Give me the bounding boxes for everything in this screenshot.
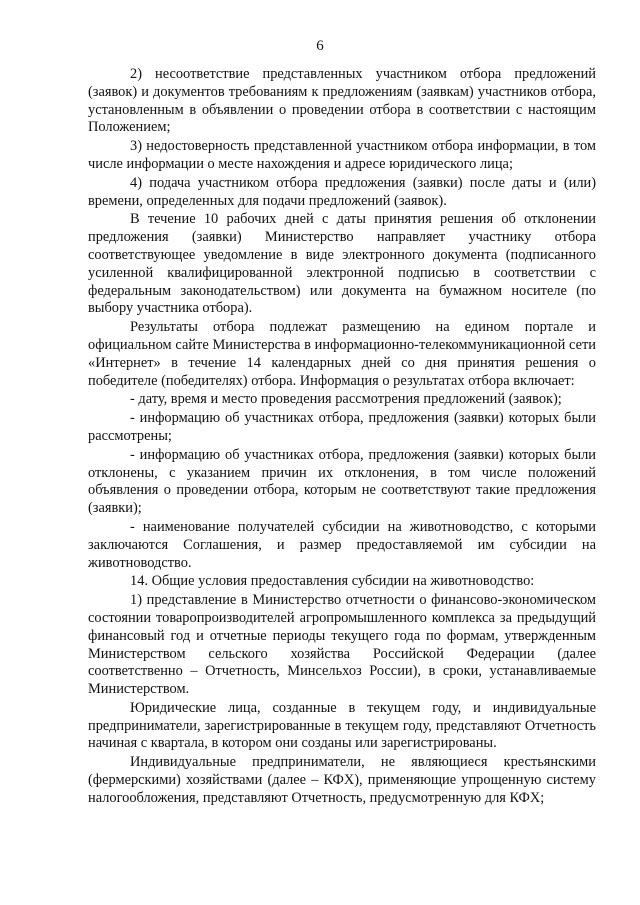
- document-body: [88, 66, 596, 809]
- list-item-date-time-place: - дату, время и место проведения рассмотрения предложений (заявок);: [130, 391, 562, 408]
- list-item-rejected-participants: - информацию об участниках отбора, предложения (заявки) которых были отклонены, с указанием причин их отклонения, в том числе положений объявления о проведении отбора, которым не соответствуют такие предложения (заявки);: [88, 446, 596, 517]
- list-item-reviewed-participants: - информацию об участниках отбора, предложения (заявки) которых были рассмотрены;: [88, 410, 596, 444]
- paragraph-reject-reason-3: 3) недостоверность представленной участником отбора информации, в том числе информации о месте нахождения и адресе юридического лица;: [88, 138, 596, 172]
- paragraph-individual-entrepreneurs: Индивидуальные предприниматели, не являющиеся крестьянскими (фермерскими) хозяйствами (далее – КФХ), применяющие упрощенную систему налогообложения, представляют Отчетность, предусмотренную для КФХ;: [88, 754, 596, 806]
- page-number: 6: [316, 38, 324, 54]
- paragraph-new-entities: Юридические лица, созданные в текущем году, и индивидуальные предприниматели, зарегистрированные в текущем году, представляют Отчетность начиная с квартала, в котором они созданы или зарегистрированы.: [88, 699, 596, 752]
- paragraph-reject-reason-4: 4) подача участником отбора предложения (заявки) после даты и (или) времени, определенных для подачи предложений (заявок).: [88, 174, 596, 209]
- paragraph-reporting-condition: 1) представление в Министерство отчетности о финансово-экономическом состоянии товаропроизводителей агропромышленного комплекса за предыдущий финансовый год и отчетные периоды текущего года по формам, утвержденным Министерством сельского хозяйства Российской Федерации (далее соответственно – Отчетность, Минсельхоз России), в сроки, устанавливаемые Министерством.: [88, 592, 596, 698]
- paragraph-reject-reason-2: 2) несоответствие представленных участником отбора предложений (заявок) и документов требованиям к предложениям (заявкам) участников отбора, установленным в объявлении о проведении отбора в соответствии с настоящим Положением;: [88, 66, 596, 136]
- list-item-subsidy-recipients: - наименование получателей субсидии на животноводство, с которыми заключаются Соглашения, и размер предоставляемой им субсидии на животноводство.: [88, 518, 596, 571]
- section-14-heading: 14. Общие условия предоставления субсидии на животноводство:: [130, 573, 535, 590]
- paragraph-rejection-notice: В течение 10 рабочих дней с даты принятия решения об отклонении предложения (заявки) Министерство направляет участнику отбора соответствующее уведомление в виде электронного документа (подписанного усиленной квалифицированной электронной подписью в соответствии с федеральным законодательством) или документа на бумажном носителе (по выбору участника отбора).: [88, 211, 596, 317]
- paragraph-selection-results: Результаты отбора подлежат размещению на едином портале и официальном сайте Министерства в информационно-телекоммуникационной сети «Интернет» в течение 14 календарных дней со дня принятия решения о победителе (победителях) отбора. Информация о результатах отбора включает:: [88, 319, 596, 389]
